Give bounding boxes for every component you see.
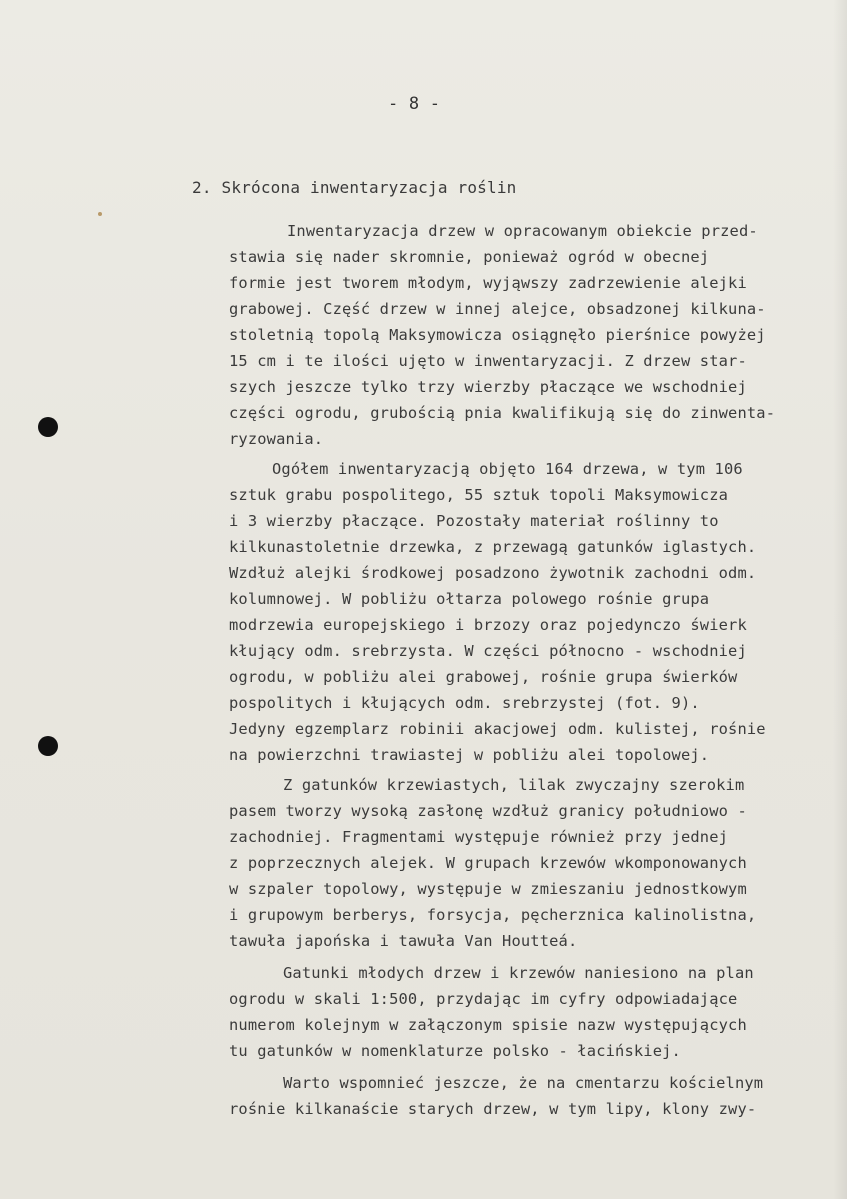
page-number: - 8 - [388,94,441,114]
text-line: stoletnią topolą Maksymowicza osiągnęło pierśnice powyżej [229,326,766,344]
text-line: Gatunki młodych drzew i krzewów naniesiono na plan [283,964,754,982]
text-line: rośnie kilkanaście starych drzew, w tym lipy, klony zwy- [229,1100,757,1118]
text-line: części ogrodu, grubością pnia kwalifikują się do zinwenta- [229,404,776,422]
text-line: ryzowania. [229,430,324,448]
page-edge-shadow [833,0,847,1199]
text-line: Z gatunków krzewiastych, lilak zwyczajny szerokim [283,776,745,794]
text-line: pasem tworzy wysoką zasłonę wzdłuż granicy południowo - [229,802,747,820]
text-line: grabowej. Część drzew w innej alejce, obsadzonej kilkuna- [229,300,766,318]
text-line: sztuk grabu pospolitego, 55 sztuk topoli Maksymowicza [229,486,729,504]
text-line: Wzdłuż alejki środkowej posadzono żywotnik zachodni odm. [229,564,757,582]
text-line: kolumnowej. W pobliżu ołtarza polowego rośnie grupa [229,590,710,608]
text-line: i 3 wierzby płaczące. Pozostały materiał roślinny to [229,512,719,530]
text-line: Ogółem inwentaryzacją objęto 164 drzewa, w tym 106 [272,460,743,478]
text-line: numerom kolejnym w załączonym spisie nazw występujących [229,1016,747,1034]
text-line: formie jest tworem młodym, wyjąwszy zadrzewienie alejki [229,274,747,292]
text-line: w szpaler topolowy, występuje w zmieszaniu jednostkowym [229,880,747,898]
text-line: kłujący odm. srebrzysta. W części północno - wschodniej [229,642,747,660]
text-line: z poprzecznych alejek. W grupach krzewów wkomponowanych [229,854,747,872]
text-line: 15 cm i te ilości ujęto w inwentaryzacji. Z drzew star- [229,352,747,370]
text-line: Warto wspomnieć jeszcze, że na cmentarzu kościelnym [283,1074,764,1092]
text-line: ogrodu, w pobliżu alei grabowej, rośnie grupa świerków [229,668,738,686]
text-line: stawia się nader skromnie, ponieważ ogród w obecnej [229,248,710,266]
text-line: modrzewia europejskiego i brzozy oraz pojedynczo świerk [229,616,747,634]
text-line: Jedyny egzemplarz robinii akacjowej odm. kulistej, rośnie [229,720,766,738]
text-line: zachodniej. Fragmentami występuje również przy jednej [229,828,729,846]
paper-speck [98,212,102,216]
text-line: kilkunastoletnie drzewka, z przewagą gatunków iglastych. [229,538,757,556]
text-line: i grupowym berberys, forsycja, pęcherznica kalinolistna, [229,906,757,924]
text-line: tu gatunków w nomenklaturze polsko - łacińskiej. [229,1042,681,1060]
punch-hole-icon [38,736,58,756]
section-heading: 2. Skrócona inwentaryzacja roślin [192,178,517,197]
text-line: tawuła japońska i tawuła Van Houtteá. [229,932,578,950]
text-line: na powierzchni trawiastej w pobliżu alei topolowej. [229,746,710,764]
text-line: pospolitych i kłujących odm. srebrzystej (fot. 9). [229,694,700,712]
text-line: Inwentaryzacja drzew w opracowanym obiekcie przed- [287,222,758,240]
text-line: ogrodu w skali 1:500, przydając im cyfry odpowiadające [229,990,738,1008]
text-line: szych jeszcze tylko trzy wierzby płaczące we wschodniej [229,378,747,396]
punch-hole-icon [38,417,58,437]
